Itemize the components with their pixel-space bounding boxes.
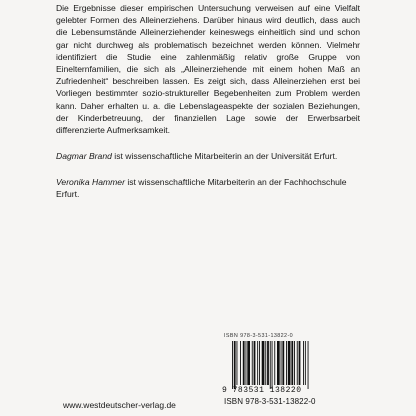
barcode-bar [299,341,301,385]
barcode-bar [254,341,256,385]
barcode-bar [259,341,260,385]
author-description: ist wissenschaftliche Mitarbeiterin an der Universität Erfurt. [111,151,338,161]
barcode-bar [282,341,284,385]
cover-blurb [56,2,360,136]
barcode-bar [294,341,295,385]
barcode-bar [247,341,250,385]
author-description: ist wissenschaftliche Mitarbeiterin an der Fachhochschule Erfurt. [56,177,347,200]
barcode-bar [257,341,258,385]
barcode-bar [274,341,275,385]
barcode-number: 9 783531 138220 [222,386,302,395]
barcode-bar [237,341,238,385]
barcode-bar [288,341,291,385]
isbn-small-label: ISBN 978-3-531-13822-0 [224,333,294,339]
barcode-bar [291,341,293,385]
barcode-bar [265,341,266,385]
barcode-bar [243,341,245,385]
author-bios [56,150,360,215]
barcode-icon [232,341,340,389]
blurb-text: Die Ergebnisse dieser empirischen Untersuchung verweisen auf eine Vielfalt gelebter Formen des Alleinerziehens. Darüber hinaus wird deutlich, dass auch die Lebensumstände Alleinerziehender keineswegs einheitlich sind und schon gar nicht durchweg als problematisch bezeichnet werden können. Vielmehr identifiziert die Studie eine zahlenmäßig relativ große Gruppe von Einelternfamilien, die sich als „Alleinerziehende mit einem hohen Maß an Zufriedenheit“ beschreiben lassen. Es zeigt sich, dass Alleinerziehen erst bei Vorliegen bestimmter sozio-struktureller Begebenheiten zum Problem werden kann. Daher erhalten u. a. die Lebenslageaspekte der sozialen Beziehungen, der Kinderbetreuung, der finanziellen Lage sowie der Erwerbsarbeit differenzierte Aufmerksamkeit. [56,3,360,136]
barcode-bar [308,341,309,389]
barcode-bar [277,341,280,385]
barcode-bar [272,341,273,389]
barcode-bar [305,341,306,385]
barcode-bar [286,341,287,385]
barcode-bar [240,341,241,385]
barcode-bar [234,341,236,389]
publisher-url: www.westdeutscher-verlag.de [63,400,176,410]
barcode-bar [297,341,298,385]
author-bio-brand [56,150,360,162]
barcode-bar [246,341,247,385]
author-bio-hammer [56,176,360,200]
barcode-bar [270,341,271,389]
barcode-bar [262,341,265,385]
barcode-bar [281,341,282,385]
author-name: Dagmar Brand [56,151,112,161]
barcode-bar [267,341,269,385]
barcode-bar [252,341,253,385]
isbn-label: ISBN 978-3-531-13822-0 [224,397,316,406]
barcode-bar [303,341,304,385]
author-name: Veronika Hammer [56,177,125,188]
barcode-bar [232,341,233,389]
